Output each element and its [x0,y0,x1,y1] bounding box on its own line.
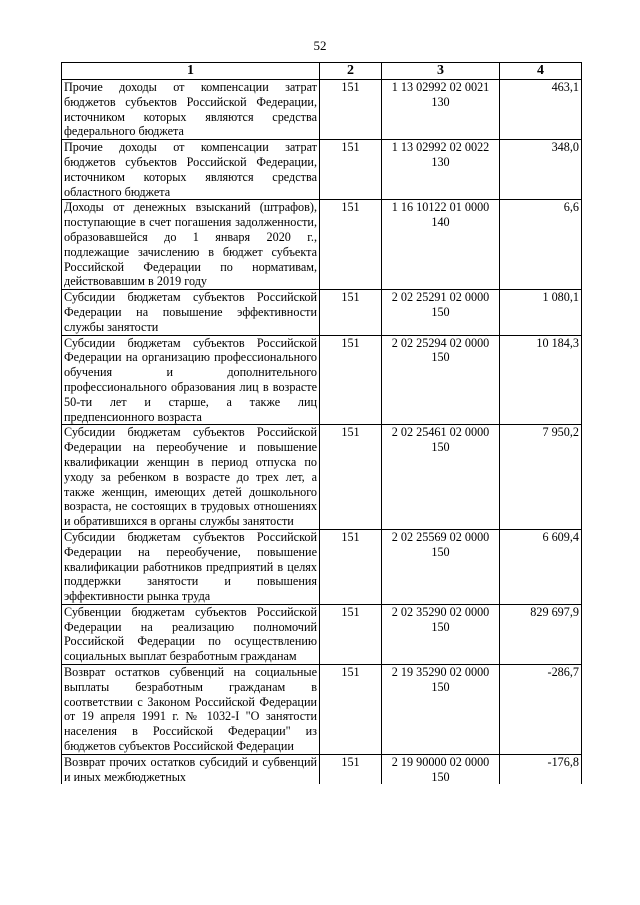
revenue-name-cell: Субсидии бюджетам субъектов Российской Федерации на переобучение, повышение квалификации работников предприятий в целях поддержки занятости и повышения эффективности рынка труда [62,529,320,604]
revenue-name-cell: Возврат прочих остатков субсидий и субвенций и иных межбюджетных [62,754,320,784]
column-header-2: 2 [320,63,382,80]
table-row [62,80,582,140]
page-number: 52 [313,38,327,53]
administrator-code-cell: 151 [320,425,382,530]
administrator-code-cell: 151 [320,604,382,664]
budget-code-cell: 2 19 35290 02 0000 150 [382,665,500,755]
revenue-name-cell: Прочие доходы от компенсации затрат бюджетов субъектов Российской Федерации, источником которых являются средства федерального бюджета [62,80,320,140]
revenue-name-cell: Возврат остатков субвенций на социальные выплаты безработным гражданам в соответствии с Законом Российской Федерации от 19 апреля 1991 г. № 1032-I "О занятости населения в Российской Федерации" из бюджетов субъектов Российской Федерации [62,665,320,755]
table-row [62,290,582,335]
budget-code-cell: 2 02 25294 02 0000 150 [382,335,500,425]
amount-cell: -286,7 [500,665,582,755]
table-row [62,335,582,425]
budget-code-cell: 2 02 25291 02 0000 150 [382,290,500,335]
column-header-1: 1 [62,63,320,80]
table-row [62,754,582,784]
amount-cell: 463,1 [500,80,582,140]
revenue-name-cell: Субсидии бюджетам субъектов Российской Федерации на повышение эффективности службы занятости [62,290,320,335]
amount-cell: 829 697,9 [500,604,582,664]
budget-code-cell: 2 02 25461 02 0000 150 [382,425,500,530]
revenue-name-cell: Доходы от денежных взысканий (штрафов), поступающие в счет погашения задолженности, образовавшейся до 1 января 2020 г., подлежащие зачислению в бюджет субъекта Российской Федерации по нормативам, действовавшим в 2019 году [62,200,320,290]
administrator-code-cell: 151 [320,754,382,784]
column-header-3: 3 [382,63,500,80]
amount-cell: 6,6 [500,200,582,290]
budget-code-cell: 2 02 35290 02 0000 150 [382,604,500,664]
amount-cell: 1 080,1 [500,290,582,335]
budget-code-cell: 1 13 02992 02 0022 130 [382,140,500,200]
administrator-code-cell: 151 [320,529,382,604]
amount-cell: 348,0 [500,140,582,200]
table-row [62,665,582,755]
amount-cell: 7 950,2 [500,425,582,530]
budget-code-cell: 1 16 10122 01 0000 140 [382,200,500,290]
table-row [62,604,582,664]
revenue-name-cell: Субсидии бюджетам субъектов Российской Федерации на переобучение и повышение квалификации женщин в период отпуска по уходу за ребенком в возрасте до трех лет, а также женщин, имеющих детей дошкольного возраста, не состоящих в трудовых отношениях и обратившихся в органы службы занятости [62,425,320,530]
budget-code-cell: 2 19 90000 02 0000 150 [382,754,500,784]
amount-cell: 10 184,3 [500,335,582,425]
column-header-4: 4 [500,63,582,80]
amount-cell: 6 609,4 [500,529,582,604]
amount-cell: -176,8 [500,754,582,784]
revenue-name-cell: Субсидии бюджетам субъектов Российской Федерации на организацию профессионального обучения и дополнительного профессионального образования лиц в возрасте 50-ти лет и старше, а также лиц предпенсионного возраста [62,335,320,425]
revenue-name-cell: Прочие доходы от компенсации затрат бюджетов субъектов Российской Федерации, источником которых являются средства областного бюджета [62,140,320,200]
administrator-code-cell: 151 [320,80,382,140]
administrator-code-cell: 151 [320,200,382,290]
budget-code-cell: 1 13 02992 02 0021 130 [382,80,500,140]
table-row [62,425,582,530]
administrator-code-cell: 151 [320,140,382,200]
budget-code-cell: 2 02 25569 02 0000 150 [382,529,500,604]
administrator-code-cell: 151 [320,665,382,755]
table-row [62,140,582,200]
administrator-code-cell: 151 [320,290,382,335]
table-header-row [62,63,582,80]
administrator-code-cell: 151 [320,335,382,425]
revenue-name-cell: Субвенции бюджетам субъектов Российской Федерации на реализацию полномочий Российской Федерации по осуществлению социальных выплат безработным гражданам [62,604,320,664]
budget-revenue-table [61,62,582,784]
table-row [62,529,582,604]
table-row [62,200,582,290]
